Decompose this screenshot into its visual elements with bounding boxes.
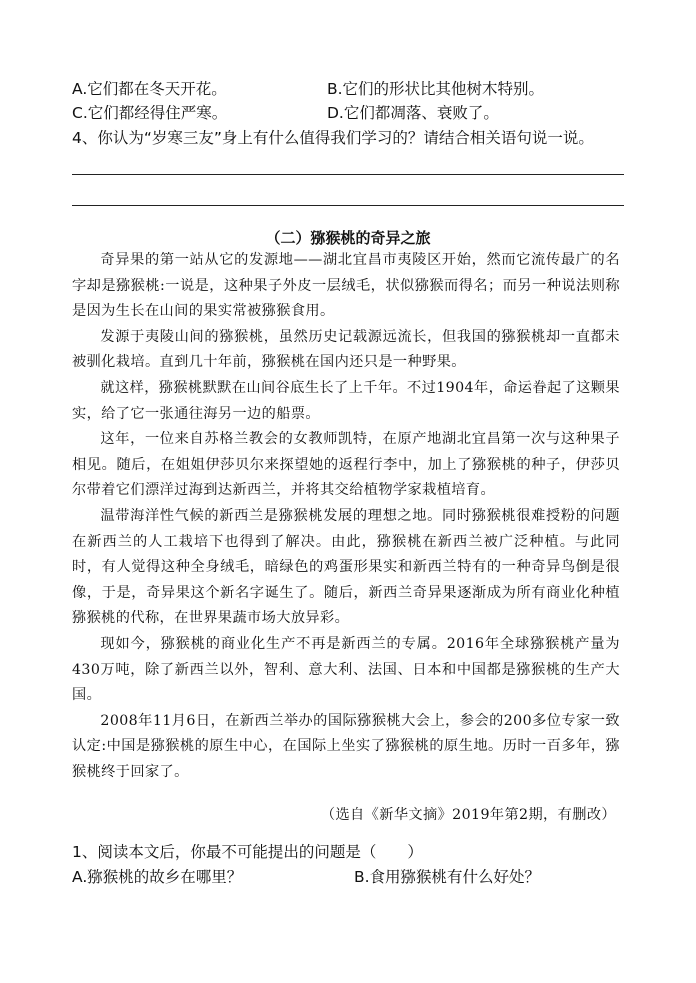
paragraph: 发源于夷陵山间的猕猴桃，虽然历史记载源远流长，但我国的猕猴桃却一直都未被驯化栽培。直到几十年前，猕猴桃在国内还只是一种野果。 bbox=[72, 328, 620, 371]
answer-line bbox=[72, 174, 624, 175]
paragraph: 2008年11月6日，在新西兰举办的国际猕猴桃大会上，参会的200多位专家一致认定:中国是猕猴桃的原生中心，在国际上坐实了猕猴桃的原生地。历时一百多年，猕猴桃终于回家了。 bbox=[72, 712, 620, 780]
option-c: C.它们都经得住严寒。 bbox=[72, 104, 228, 122]
option-row bbox=[72, 102, 632, 124]
source-citation: （选自《新华文摘》2019年第2期，有删改） bbox=[320, 807, 616, 823]
paragraph: 温带海洋性气候的新西兰是猕猴桃发展的理想之地。同时猕猴桃很难授粉的问题在新西兰的人工栽培下也得到了解决。由此，猕猴桃在新西兰被广泛种植。与此同时，有人觉得这种全身绒毛，暗绿色的鸡蛋形果实和新西兰特有的一种奇异鸟倒是很像，于是，奇异果这个新名字诞生了。随后，新西兰奇异果逐渐成为所有商业化种植猕猴桃的代称，在世界果蔬市场大放异彩。 bbox=[72, 507, 620, 627]
option-row bbox=[72, 78, 632, 100]
option-d: D.它们都凋落、衰败了。 bbox=[327, 104, 499, 122]
option-row bbox=[72, 866, 632, 888]
passage-body bbox=[72, 248, 620, 785]
answer-line bbox=[72, 205, 624, 206]
paragraph: 奇异果的第一站从它的发源地——湖北宜昌市夷陵区开始，然而它流传最广的名字却是猕猴桃:一说是，这种果子外皮一层绒毛，状似猕猴而得名；而另一种说法则称是因为生长在山间的果实常被猕猴食用。 bbox=[72, 252, 620, 320]
paragraph: 现如今，猕猴桃的商业化生产不再是新西兰的专属。2016年全球猕猴桃产量为430万吨，除了新西兰以外，智利、意大利、法国、日本和中国都是猕猴桃的生产大国。 bbox=[72, 635, 620, 704]
option-a: A.猕猴桃的故乡在哪里？ bbox=[72, 868, 243, 886]
question-4: 4、你认为“岁寒三友”身上有什么值得我们学习的？请结合相关语句说一说。 bbox=[72, 129, 594, 147]
option-a: A.它们都在冬天开花。 bbox=[72, 80, 227, 98]
paragraph: 就这样，猕猴桃默默在山间谷底生长了上千年。不过1904年，命运眷起了这颗果实，给了它一张通往海另一边的船票。 bbox=[72, 379, 620, 422]
paragraph: 这年，一位来自苏格兰教会的女教师凯特，在原产地湖北宜昌第一次与这种果子相见。随后，在姐姐伊莎贝尔来探望她的返程行李中，加上了猕猴桃的种子，伊莎贝尔带着它们漂洋过海到达新西兰，并将其交给植物学家栽植培育。 bbox=[72, 431, 620, 499]
question-1: 1、阅读本文后，你最不可能提出的问题是（ ） bbox=[72, 843, 423, 861]
option-b: B.食用猕猴桃有什么好处？ bbox=[354, 868, 541, 886]
passage-title: （二）猕猴桃的奇异之旅 bbox=[265, 229, 431, 247]
option-b: B.它们的形状比其他树木特别。 bbox=[327, 80, 545, 98]
